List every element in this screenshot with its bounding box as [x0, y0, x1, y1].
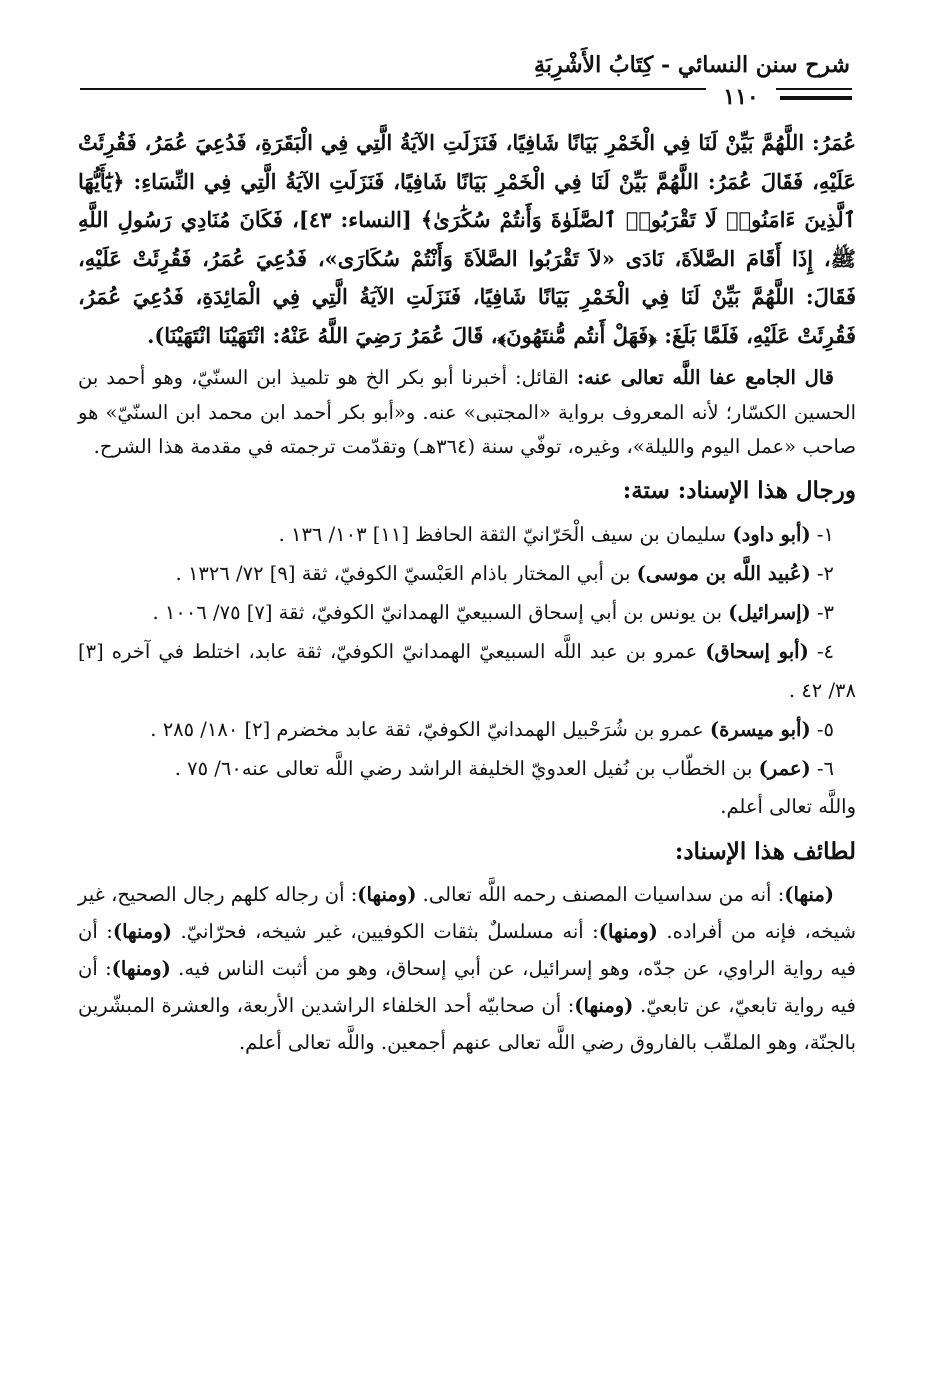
narrator-details: سليمان بن سيف الْحَرّانيّ الثقة الحافظ [١١] ١٠٣/ ١٣٦ . [278, 522, 727, 546]
narrator-item [78, 632, 856, 710]
narrator-details: عمرو بن شُرَحْبيل الهمدانيّ الكوفيّ، ثقة عابد مخضرم [٢] ١٨٠/ ٢٨٥ . [150, 717, 704, 741]
narrator-details: بن الخطّاب بن نُفيل العدويّ الخليفة الراشد رضي اللَّه تعالى عنه٦٠/ ٧٥ . [174, 756, 753, 780]
compiler-note [78, 361, 856, 465]
subtleties-paragraph [78, 876, 856, 1061]
narrator-item [78, 515, 856, 554]
narrators-closing: واللَّه تعالى أعلم. [720, 794, 856, 818]
narrator-number: ٣- [816, 600, 834, 624]
subtlety-text: : أن رجاله كلهم رجال الصحيح، غير شيخه، فإنه من أفراده. [78, 882, 857, 943]
subtlety-marker: (ومنها) [357, 882, 417, 906]
narrator-name: (إسرائيل) [728, 600, 811, 624]
narrator-name: (أبو داود) [732, 522, 811, 546]
running-header-title: شرح سنن النسائي - كِتَابُ الأَشْرِبَةِ [534, 52, 850, 78]
narrator-item [78, 593, 856, 632]
narrator-number: ٦- [816, 756, 834, 780]
narrator-number: ٤- [816, 639, 835, 663]
subtlety-text: : أنه من سداسيات المصنف رحمه اللَّه تعالى. [416, 882, 785, 906]
narrator-number: ١- [816, 522, 834, 546]
narrators-heading: ورجال هذا الإسناد: ستة: [622, 476, 856, 504]
narrator-item [78, 710, 856, 749]
narrators-list [78, 515, 856, 788]
page-body [78, 124, 856, 1061]
narrator-name: (عمر) [758, 756, 811, 780]
narrator-number: ٥- [816, 717, 834, 741]
subtlety-text: : أن فيه رواية تابعيّ، عن تابعيّ. [78, 956, 856, 1017]
subtleties-heading: لطائف هذا الإسناد: [674, 837, 856, 865]
narrator-item [78, 554, 856, 593]
subtlety-text: : أن فيه رواية الراوي، عن جدّه، وهو إسرائيل، عن أبي إسحاق، وهو من أثبت الناس فيه. [78, 919, 856, 980]
narrator-item [78, 749, 856, 788]
subtlety-marker: (ومنها) [111, 956, 171, 980]
narrator-name: (أبو إسحاق) [705, 639, 809, 663]
narrator-details: بن يونس بن أبي إسحاق السبيعيّ الهمدانيّ الكوفيّ، ثقة [٧] ٧٥/ ١٠٠٦ . [152, 600, 723, 624]
subtlety-text: : أنه مسلسلٌ بثقات الكوفيين، غير شيخه، فحرّانيّ. [171, 919, 599, 943]
subtlety-text: : أن صحابيّه أحد الخلفاء الراشدين الأربعة، والعشرة المبشّرين بالجنّة، وهو الملقّب بالفاروق رضي اللَّه تعالى عنهم أجمعين. واللَّه تعالى أعلم. [78, 993, 856, 1054]
subtlety-marker: (ومنها) [574, 993, 634, 1017]
compiler-note-lead: قال الجامع عفا اللَّه تعالى عنه: [576, 366, 834, 389]
narrator-details: بن أبي المختار باذام العَبْسيّ الكوفيّ، ثقة [٩] ٧٢/ ١٣٢٦ . [175, 561, 631, 585]
subtlety-marker: (ومنها) [598, 919, 658, 943]
narrator-number: ٢- [816, 561, 834, 585]
subtlety-marker: (منها) [784, 882, 834, 906]
page-number: ١١٠ [706, 84, 776, 110]
header-rule-double [780, 96, 852, 100]
hadith-text: عُمَرُ: اللَّهُمَّ بَيِّنْ لَنَا فِي الْخَمْرِ بَيَانًا شَافِيًا، فَنَزَلَتِ الآيَةُ الَّتِي فِي الْبَقَرَةِ، فَدُعِيَ عُمَرُ، فَقُرِئَتْ عَلَيْهِ، فَقَالَ عُمَرُ: اللَّهُمَّ بَيِّنْ لَنَا فِي الْخَمْرِ بَيَانًا شَافِيًا، فَنَزَلَتِ الآيَةُ الَّتِي فِي النِّسَاءِ: ﴿يَٰٓأَيُّهَا ٱلَّذِينَ ءَامَنُوا۟ لَا تَقْرَبُوا۟ ٱلصَّلَوٰةَ وَأَنتُمْ سُكَٰرَىٰ﴾ [النساء: ٤٣]، فَكَانَ مُنَادِي رَسُولِ اللَّهِ ﷺ، إِذَا أَقَامَ الصَّلاَةَ، نَادَى «لاَ تَقْرَبُوا الصَّلاَةَ وَأَنْتُمْ سُكَارَى»، فَدُعِيَ عُمَرُ، فَقُرِئَتْ عَلَيْهِ، فَقَالَ: اللَّهُمَّ بَيِّنْ لَنَا فِي الْخَمْرِ بَيَانًا شَافِيًا، فَنَزَلَتِ الآيَةُ الَّتِي فِي الْمَائِدَةِ، فَدُعِيَ عُمَرُ، فَقُرِئَتْ عَلَيْهِ، فَلَمَّا بَلَغَ: ﴿فَهَلْ أَنتُم مُّنتَهُونَ﴾، قَالَ عُمَرُ رَضِيَ اللَّهُ عَنْهُ: انْتَهَيْنَا انْتَهَيْنَا). [78, 130, 856, 348]
compiler-note-text: القائل: أخبرنا أبو بكر الخ هو تلميذ ابن السنّيّ، وهو أحمد بن الحسين الكسّار؛ لأنه المعروف برواية «المجتبى» عنه. و«أبو بكر أحمد ابن محمد ابن السنّيّ» هو صاحب «عمل اليوم والليلة»، وغيره، توفّي سنة (٣٦٤هـ) وتقدّمت ترجمته في مقدمة هذا الشرح. [78, 366, 856, 458]
narrator-name: (أبو ميسرة) [709, 717, 811, 741]
narrator-details: عمرو بن عبد اللَّه السبيعيّ الهمدانيّ الكوفيّ، ثقة عابد، اختلط في آخره [٣] ٣٨/ ٤٢ . [78, 639, 856, 702]
narrator-name: (عُبيد اللَّه بن موسى) [636, 561, 811, 585]
subtlety-marker: (ومنها) [112, 919, 172, 943]
